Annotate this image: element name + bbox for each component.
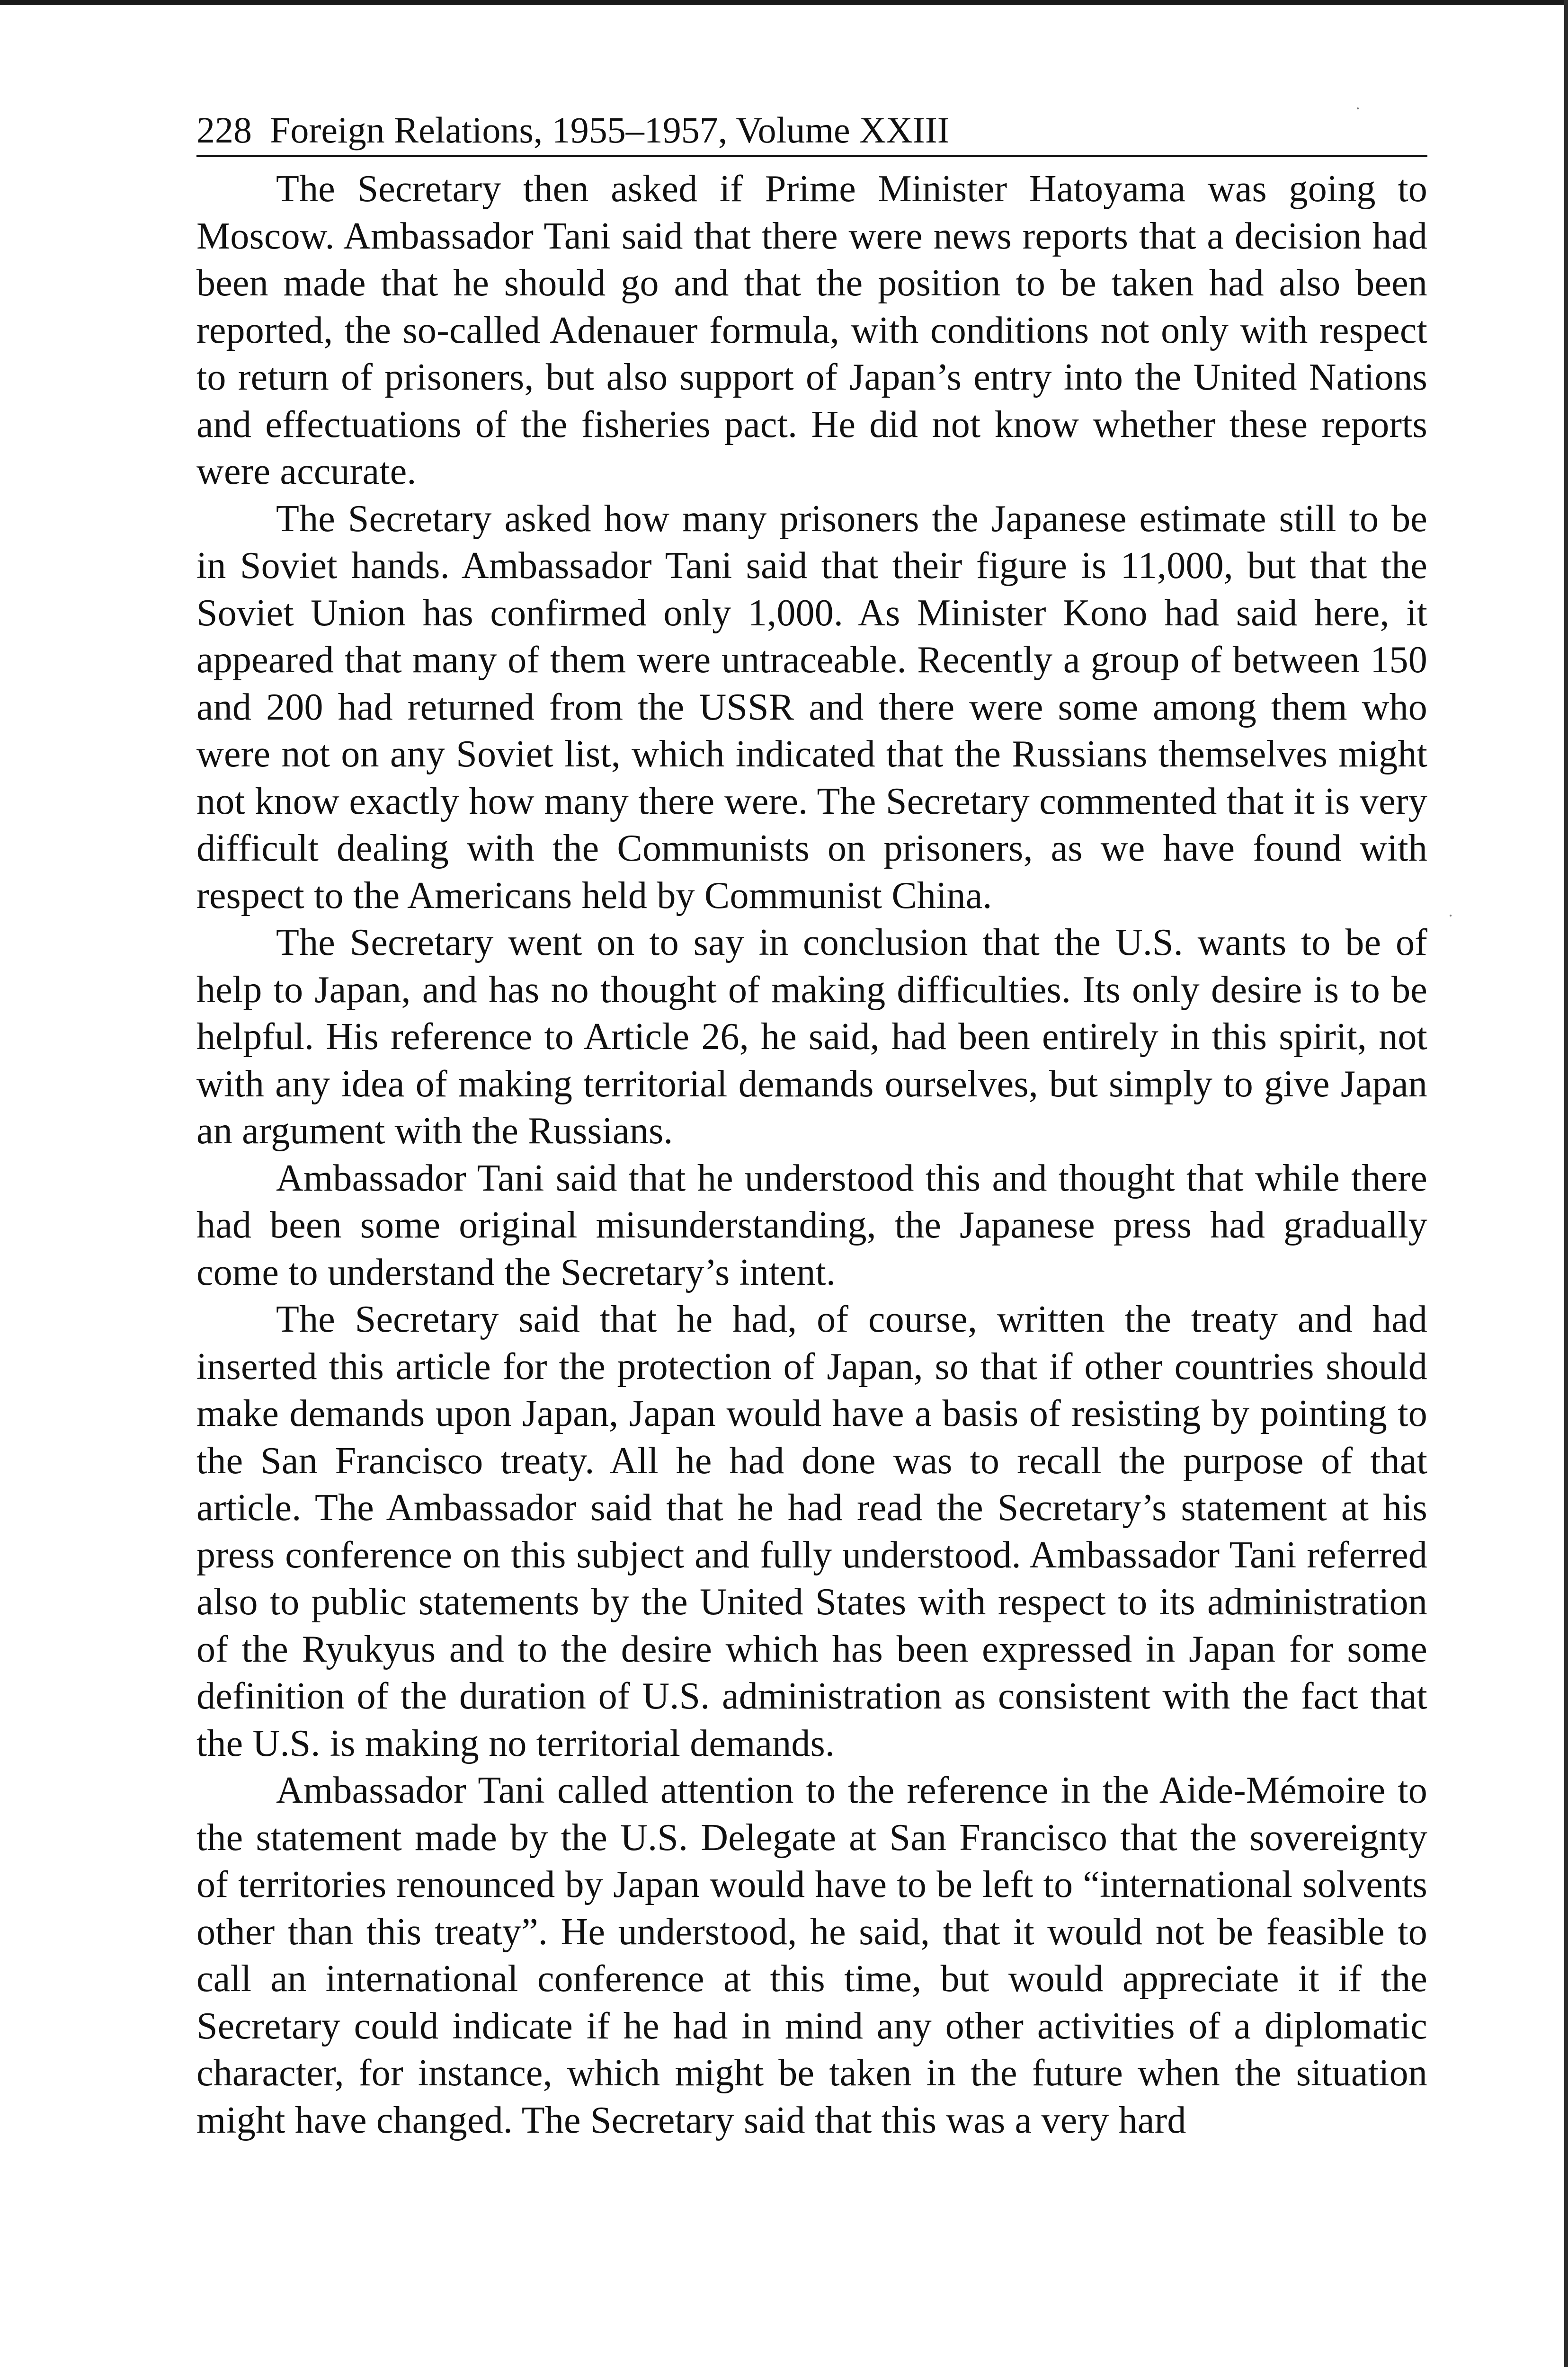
page-number: 228 xyxy=(196,109,252,151)
scan-border-right xyxy=(1564,0,1568,2367)
scan-border-top xyxy=(0,0,1568,5)
document-page xyxy=(196,107,1427,2144)
paragraph-6: Ambassador Tani called attention to the reference in the Aide-Mémoire to the statement made by the U.S. Delegate at San Francisco that the sovereignty of territories renounced by Japan would have to be left to “international solvents other than this treaty”. He understood, he said, that it would not be feasible to call an international conference at this time, but would appreciate it if the Secretary could indicate if he had in mind any other activities of a diplomatic character, for instance, which might be taken in the future when the situation might have changed. The Secretary said that this was a very hard xyxy=(196,1770,1427,2141)
scan-speck xyxy=(1450,915,1452,917)
running-title: Foreign Relations, 1955–1957, Volume XXIII xyxy=(270,109,950,151)
body-text xyxy=(196,166,1427,2144)
running-head xyxy=(196,107,1427,157)
scan-speck xyxy=(1357,107,1359,109)
paragraph-4: Ambassador Tani said that he understood this and thought that while there had been some original misunderstanding, the Japanese press had gradually come to understand the Secretary’s intent. xyxy=(196,1157,1427,1293)
paragraph-5: The Secretary said that he had, of course, written the treaty and had inserted this article for the protection of Japan, so that if other countries should make demands upon Japan, Japan would have a basis of resisting by pointing to the San Francisco treaty. All he had done was to recall the purpose of that article. The Ambassador said that he had read the Secretary’s statement at his press conference on this subject and fully understood. Ambassador Tani referred also to public statements by the United States with respect to its administration of the Ryukyus and to the desire which has been expressed in Japan for some definition of the duration of U.S. administration as consistent with the fact that the U.S. is making no territorial demands. xyxy=(196,1299,1427,1764)
paragraph-3: The Secretary went on to say in conclusion that the U.S. wants to be of help to Japan, and has no thought of making difficulties. Its only desire is to be helpful. His reference to Article 26, he said, had been entirely in this spirit, not with any idea of making territorial demands ourselves, but simply to give Japan an argument with the Russians. xyxy=(196,922,1427,1152)
paragraph-2: The Secretary asked how many prisoners the Japanese estimate still to be in Soviet hands. Ambassador Tani said that their figure is 11,000, but that the Soviet Union has confirmed only 1,000. As Minister Kono had said here, it appeared that many of them were untraceable. Recently a group of between 150 and 200 had returned from the USSR and there were some among them who were not on any Soviet list, which indicated that the Russians themselves might not know exactly how many there were. The Secretary commented that it is very difficult dealing with the Communists on prisoners, as we have found with respect to the Americans held by Communist China. xyxy=(196,498,1427,917)
paragraph-1: The Secretary then asked if Prime Minister Hatoyama was going to Moscow. Ambassador Tani said that there were news reports that a decision had been made that he should go and that the position to be taken had also been reported, the so-called Adenauer formula, with conditions not only with respect to return of prisoners, but also support of Japan’s entry into the United Nations and effectuations of the fisheries pact. He did not know whether these reports were accurate. xyxy=(196,168,1427,492)
